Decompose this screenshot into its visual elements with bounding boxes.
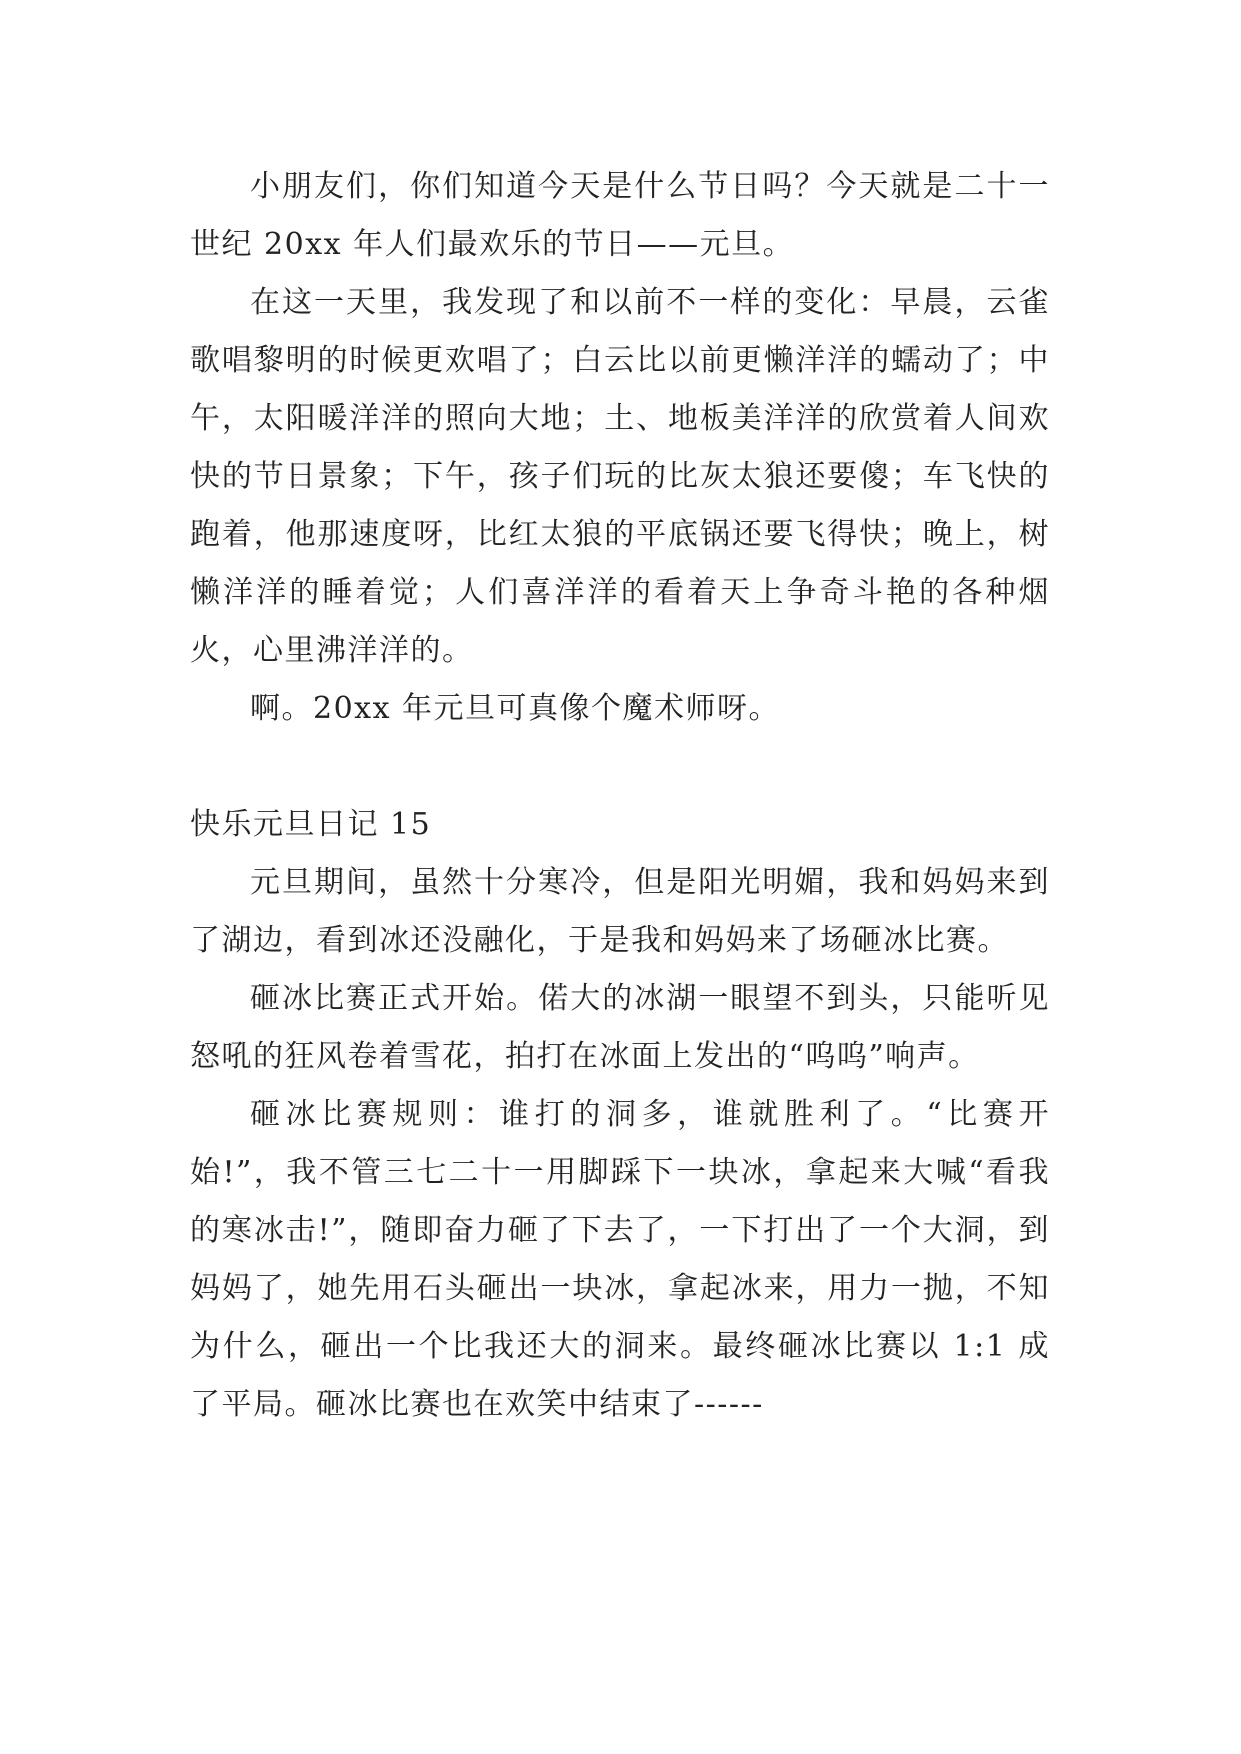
paragraph-magician: 啊。20xx 年元旦可真像个魔术师呀。	[250, 691, 781, 726]
paragraph-contest-start: 砸冰比赛正式开始。偌大的冰湖一眼望不到头，只能听见怒吼的狂风卷着雪花，拍打在冰面上发出的“呜呜”响声。	[190, 981, 1050, 1074]
paragraph-intro: 小朋友们，你们知道今天是什么节日吗？今天就是二十一世纪 20xx 年人们最欢乐的节日——元旦。	[190, 169, 1050, 262]
paragraph-lake: 元旦期间，虽然十分寒冷，但是阳光明媚，我和妈妈来到了湖边，看到冰还没融化，于是我和妈妈来了场砸冰比赛。	[190, 865, 1050, 958]
document-body	[190, 158, 1050, 1434]
section-title: 快乐元旦日记 15	[190, 807, 432, 842]
paragraph-contest-rules: 砸冰比赛规则：谁打的洞多，谁就胜利了。“比赛开始!”，我不管三七二十一用脚踩下一块冰，拿起来大喊“看我的寒冰击!”，随即奋力砸了下去了，一下打出了一个大洞，到妈妈了，她先用石头砸出一块冰，拿起冰来，用力一抛，不知为什么，砸出一个比我还大的洞来。最终砸冰比赛以 1:1 成了平局。砸冰比赛也在欢笑中结束了------	[190, 1097, 1050, 1422]
paragraph-changes: 在这一天里，我发现了和以前不一样的变化：早晨，云雀歌唱黎明的时候更欢唱了；白云比以前更懒洋洋的蠕动了；中午，太阳暖洋洋的照向大地；土、地板美洋洋的欣赏着人间欢快的节日景象；下午，孩子们玩的比灰太狼还要傻；车飞快的跑着，他那速度呀，比红太狼的平底锅还要飞得快；晚上，树懒洋洋的睡着觉；人们喜洋洋的看着天上争奇斗艳的各种烟火，心里沸洋洋的。	[190, 285, 1050, 668]
